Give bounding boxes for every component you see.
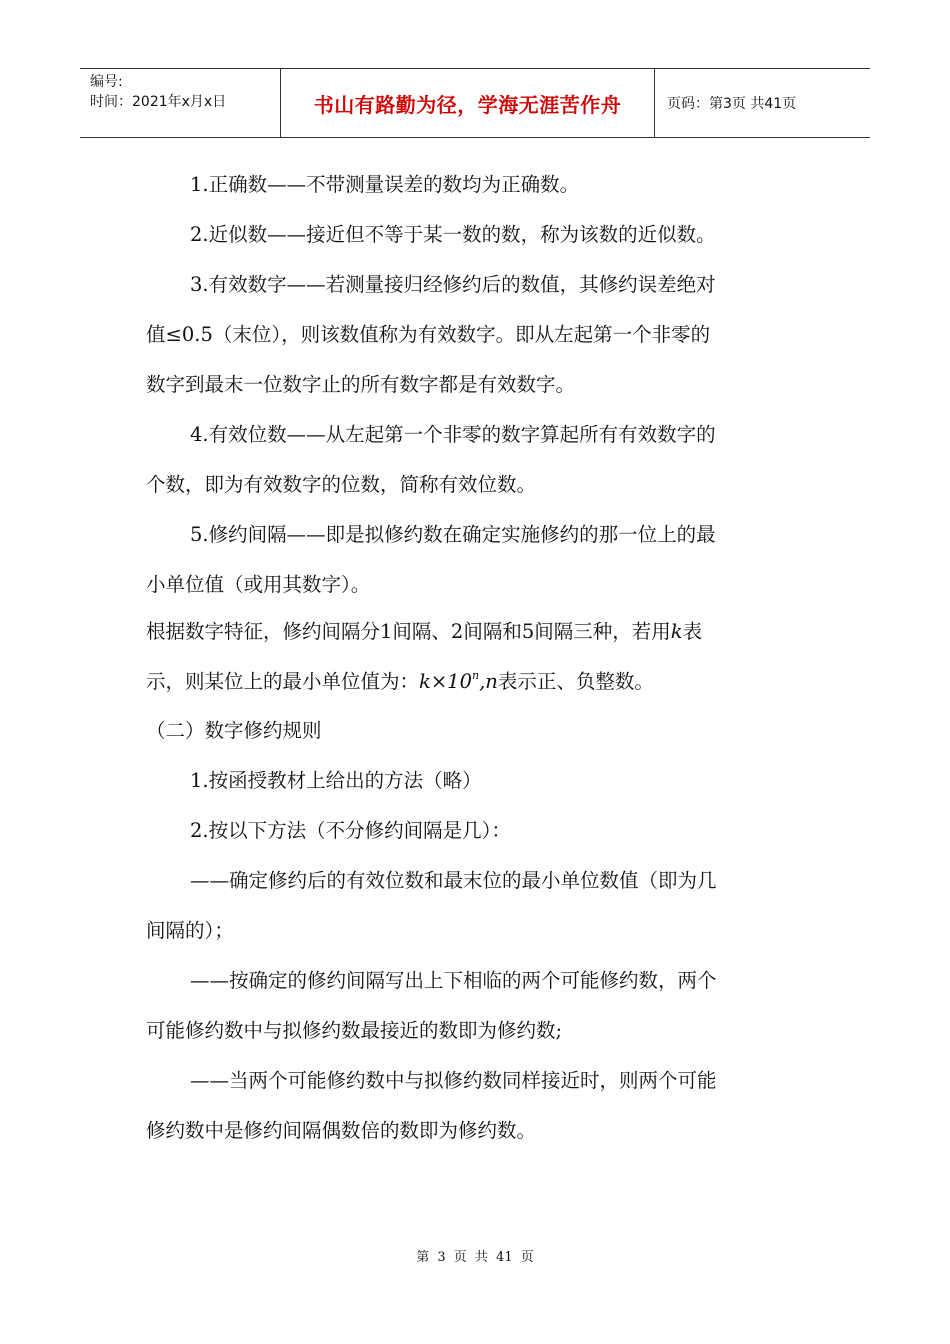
math-formula (419, 670, 498, 693)
paragraph-line: 值≤0.5（末位），则该数值称为有效数字。即从左起第一个非零的 (146, 323, 711, 346)
paragraph-line-with-math (146, 654, 806, 698)
paragraph-line: ——按确定的修约间隔写出上下相临的两个可能修约数，两个 (190, 969, 717, 992)
page-header (80, 68, 870, 138)
paragraph-line: 2.近似数——接近但不等于某一数的数，称为该数的近似数。 (190, 223, 716, 246)
text-segment: 根据数字特征，修约间隔分1间隔、2间隔和5间隔三种，若用 (146, 620, 671, 643)
document-number-label: 编号: (90, 74, 123, 90)
math-base: k×10 (419, 670, 472, 693)
paragraph-line: 4.有效位数——从左起第一个非零的数字算起所有有效数字的 (190, 423, 716, 446)
paragraph-line: 1.按函授教材上给出的方法（略） (190, 769, 482, 792)
document-time: 时间：2021年x月x日 (90, 94, 227, 110)
paragraph-line: 间隔的）； (146, 919, 234, 942)
paragraph-line: 小单位值（或用其数字）。 (146, 573, 371, 596)
paragraph-line: ——确定修约后的有效位数和最末位的最小单位数值（即为几 (190, 869, 717, 892)
header-motto-cell (281, 69, 655, 137)
paragraph-line: 可能修约数中与拟修约数最接近的数即为修约数; (146, 1019, 563, 1042)
header-motto: 书山有路勤为径，学海无涯苦作舟 (313, 92, 622, 117)
math-rest: ,n (479, 670, 498, 693)
text-segment: 示，则某位上的最小单位值为： (146, 670, 420, 693)
header-meta (80, 69, 281, 137)
paragraph-line: 个数，即为有效数字的位数，简称有效位数。 (146, 473, 537, 496)
paragraph-line: 3.有效数字——若测量接归经修约后的数值，其修约误差绝对 (190, 273, 716, 296)
document-body (146, 160, 806, 1156)
section-heading: （二）数字修约规则 (146, 719, 322, 742)
math-exponent: n (471, 669, 480, 682)
paragraph-line-with-math (146, 610, 806, 654)
header-page-info-cell (655, 69, 870, 137)
paragraph-line: 数字到最末一位数字止的所有数字都是有效数字。 (146, 373, 576, 396)
paragraph-line: 修约数中是修约间隔偶数倍的数即为修约数。 (146, 1119, 537, 1142)
text-segment: 表示正、负整数。 (497, 670, 654, 693)
paragraph-line: 5.修约间隔——即是拟修约数在确定实施修约的那一位上的最 (190, 523, 716, 546)
text-segment: 表 (682, 620, 703, 643)
page-footer: 第 3 页 共 41 页 (416, 1250, 534, 1265)
header-page-info: 页码：第3页 共41页 (667, 96, 797, 112)
math-variable-k: k (670, 620, 683, 643)
paragraph-line: 1.正确数——不带测量误差的数均为正确数。 (190, 173, 580, 196)
paragraph-line: ——当两个可能修约数中与拟修约数同样接近时，则两个可能 (190, 1069, 717, 1092)
paragraph-line: 2.按以下方法（不分修约间隔是几）： (190, 819, 511, 842)
